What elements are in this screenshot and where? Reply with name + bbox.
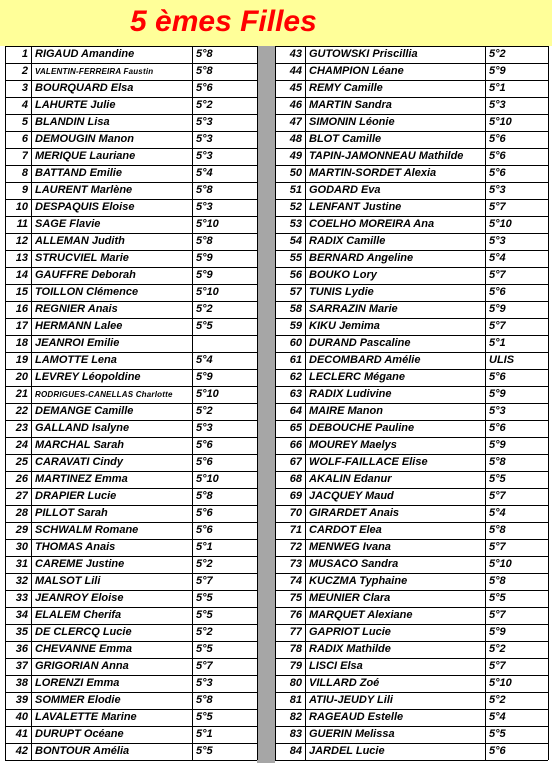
- column-gridline: [5, 46, 6, 760]
- student-name-cell[interactable]: GALLAND Isalyne: [35, 422, 130, 434]
- row-number-cell[interactable]: 69: [289, 490, 302, 502]
- student-name-cell[interactable]: MERIQUE Lauriane: [35, 150, 136, 162]
- class-cell[interactable]: 5°2: [489, 694, 506, 706]
- student-name-cell[interactable]: MARCHAL Sarah: [35, 439, 125, 451]
- column-gridline: [31, 46, 32, 760]
- class-cell[interactable]: 5°4: [489, 252, 506, 264]
- student-name-cell[interactable]: MALSOT Lili: [35, 575, 101, 587]
- row-number-cell[interactable]: 33: [15, 592, 28, 604]
- row-number-cell[interactable]: 42: [15, 745, 28, 757]
- row-number-cell[interactable]: 61: [289, 354, 302, 366]
- student-name-cell[interactable]: JARDEL Lucie: [309, 745, 385, 757]
- row-number-cell[interactable]: 10: [15, 201, 28, 213]
- student-name-cell[interactable]: ATIU-JEUDY Lili: [309, 694, 393, 706]
- class-cell[interactable]: 5°7: [489, 320, 506, 332]
- student-name-cell[interactable]: RODRIGUES-CANELLAS Charlotte: [35, 390, 173, 399]
- student-name-cell[interactable]: DESPAQUIS Eloise: [35, 201, 135, 213]
- student-name-cell[interactable]: TUNIS Lydie: [309, 286, 374, 298]
- row-number-cell[interactable]: 13: [15, 252, 28, 264]
- student-name-cell[interactable]: VILLARD Zoé: [309, 677, 380, 689]
- row-number-cell[interactable]: 41: [15, 728, 28, 740]
- student-name-cell[interactable]: WOLF-FAILLACE Elise: [309, 456, 428, 468]
- student-name-cell[interactable]: BERNARD Angeline: [309, 252, 414, 264]
- row-number-cell[interactable]: 59: [289, 320, 302, 332]
- row-number-cell[interactable]: 54: [289, 235, 302, 247]
- student-name-cell[interactable]: JACQUEY Maud: [309, 490, 394, 502]
- row-number-cell[interactable]: 21: [15, 388, 28, 400]
- class-cell[interactable]: 5°10: [489, 677, 512, 689]
- class-cell[interactable]: 5°5: [196, 711, 213, 723]
- class-cell[interactable]: 5°6: [489, 745, 506, 757]
- class-cell[interactable]: 5°4: [196, 354, 213, 366]
- student-name-cell[interactable]: GIRARDET Anais: [309, 507, 400, 519]
- row-number-cell[interactable]: 35: [15, 626, 28, 638]
- student-name-cell[interactable]: RADIX Camille: [309, 235, 386, 247]
- class-cell[interactable]: ULIS: [489, 354, 515, 366]
- class-cell[interactable]: 5°6: [489, 422, 506, 434]
- row-number-cell[interactable]: 57: [289, 286, 302, 298]
- class-cell[interactable]: 5°4: [489, 711, 506, 723]
- row-number-cell[interactable]: 79: [289, 660, 302, 672]
- row-number-cell[interactable]: 15: [15, 286, 28, 298]
- row-number-cell[interactable]: 39: [15, 694, 28, 706]
- row-number-cell[interactable]: 9: [21, 184, 28, 196]
- class-cell[interactable]: 5°1: [196, 541, 213, 553]
- class-cell[interactable]: 5°10: [489, 116, 512, 128]
- class-cell[interactable]: 5°7: [196, 660, 213, 672]
- row-number-cell[interactable]: 56: [289, 269, 302, 281]
- student-name-cell[interactable]: GAUFFRE Deborah: [35, 269, 136, 281]
- class-cell[interactable]: 5°1: [196, 728, 213, 740]
- class-cell[interactable]: 5°3: [196, 133, 213, 145]
- student-name-cell[interactable]: MARTIN Sandra: [309, 99, 392, 111]
- row-number-cell[interactable]: 45: [289, 82, 302, 94]
- class-cell[interactable]: 5°8: [196, 235, 213, 247]
- column-gridline: [485, 46, 486, 760]
- student-name-cell[interactable]: RADIX Mathilde: [309, 643, 391, 655]
- class-cell[interactable]: 5°5: [489, 592, 506, 604]
- class-cell[interactable]: 5°8: [196, 184, 213, 196]
- row-number-cell[interactable]: 43: [289, 48, 302, 60]
- row-number-cell[interactable]: 65: [289, 422, 302, 434]
- student-name-cell[interactable]: ELALEM Cherifa: [35, 609, 122, 621]
- row-number-cell[interactable]: 23: [15, 422, 28, 434]
- row-number-cell[interactable]: 68: [289, 473, 302, 485]
- class-cell[interactable]: 5°9: [196, 269, 213, 281]
- class-cell[interactable]: 5°8: [489, 575, 506, 587]
- row-number-cell[interactable]: 19: [15, 354, 28, 366]
- class-cell[interactable]: 5°2: [489, 48, 506, 60]
- class-cell[interactable]: 5°9: [196, 252, 213, 264]
- student-name-cell[interactable]: CHAMPION Léane: [309, 65, 404, 77]
- student-name-cell[interactable]: RIGAUD Amandine: [35, 48, 135, 60]
- class-cell[interactable]: 5°9: [489, 439, 506, 451]
- row-number-cell[interactable]: 72: [289, 541, 302, 553]
- class-cell[interactable]: 5°2: [196, 405, 213, 417]
- class-cell[interactable]: 5°5: [196, 609, 213, 621]
- class-cell[interactable]: 5°2: [196, 626, 213, 638]
- row-number-cell[interactable]: 74: [289, 575, 302, 587]
- class-cell[interactable]: 5°8: [196, 490, 213, 502]
- student-name-cell[interactable]: BLOT Camille: [309, 133, 382, 145]
- student-name-cell[interactable]: REMY Camille: [309, 82, 383, 94]
- student-name-cell[interactable]: KUCZMA Typhaine: [309, 575, 408, 587]
- student-name-cell[interactable]: MAIRE Manon: [309, 405, 383, 417]
- class-cell[interactable]: 5°8: [196, 48, 213, 60]
- class-cell[interactable]: 5°6: [196, 82, 213, 94]
- row-number-cell[interactable]: 73: [289, 558, 302, 570]
- row-number-cell[interactable]: 30: [15, 541, 28, 553]
- row-number-cell[interactable]: 40: [15, 711, 28, 723]
- class-cell[interactable]: 5°9: [489, 388, 506, 400]
- student-name-cell[interactable]: ALLEMAN Judith: [35, 235, 125, 247]
- row-number-cell[interactable]: 2: [21, 65, 28, 77]
- student-name-cell[interactable]: RAGEAUD Estelle: [309, 711, 404, 723]
- student-name-cell[interactable]: DRAPIER Lucie: [35, 490, 117, 502]
- class-cell[interactable]: 5°1: [489, 337, 506, 349]
- row-number-cell[interactable]: 76: [289, 609, 302, 621]
- class-cell[interactable]: 5°5: [489, 728, 506, 740]
- student-name-cell[interactable]: SAGE Flavie: [35, 218, 101, 230]
- student-name-cell[interactable]: TAPIN-JAMONNEAU Mathilde: [309, 150, 464, 162]
- row-number-cell[interactable]: 31: [15, 558, 28, 570]
- row-number-cell[interactable]: 47: [289, 116, 302, 128]
- class-cell[interactable]: 5°4: [489, 507, 506, 519]
- row-number-cell[interactable]: 12: [15, 235, 28, 247]
- class-cell[interactable]: 5°7: [489, 490, 506, 502]
- student-name-cell[interactable]: VALENTIN-FERREIRA Faustin: [35, 67, 154, 76]
- class-cell[interactable]: 5°6: [489, 133, 506, 145]
- student-name-cell[interactable]: DURAND Pascaline: [309, 337, 411, 349]
- student-name-cell[interactable]: BOUKO Lory: [309, 269, 377, 281]
- column-gridline: [548, 46, 549, 760]
- class-cell[interactable]: 5°7: [489, 660, 506, 672]
- row-number-cell[interactable]: 53: [289, 218, 302, 230]
- student-name-cell[interactable]: JEANROI Emilie: [35, 337, 120, 349]
- student-name-cell[interactable]: LAHURTE Julie: [35, 99, 116, 111]
- row-number-cell[interactable]: 75: [289, 592, 302, 604]
- row-number-cell[interactable]: 34: [15, 609, 28, 621]
- class-cell[interactable]: 5°7: [489, 609, 506, 621]
- row-number-cell[interactable]: 7: [21, 150, 28, 162]
- row-number-cell[interactable]: 11: [16, 218, 28, 230]
- student-table: [0, 46, 552, 763]
- student-name-cell[interactable]: DECOMBARD Amélie: [309, 354, 421, 366]
- row-number-cell[interactable]: 48: [289, 133, 302, 145]
- student-name-cell[interactable]: GUTOWSKI Priscillia: [309, 48, 418, 60]
- row-number-cell[interactable]: 81: [289, 694, 302, 706]
- student-name-cell[interactable]: SIMONIN Léonie: [309, 116, 395, 128]
- row-number-cell[interactable]: 49: [289, 150, 302, 162]
- student-name-cell[interactable]: GODARD Eva: [309, 184, 381, 196]
- student-name-cell[interactable]: CARAVATI Cindy: [35, 456, 123, 468]
- student-name-cell[interactable]: JEANROY Eloise: [35, 592, 124, 604]
- class-cell[interactable]: 5°8: [196, 65, 213, 77]
- row-number-cell[interactable]: 25: [15, 456, 28, 468]
- row-number-cell[interactable]: 62: [289, 371, 302, 383]
- row-gridline: [5, 760, 257, 761]
- class-cell[interactable]: 5°7: [196, 575, 213, 587]
- row-number-cell[interactable]: 80: [289, 677, 302, 689]
- row-number-cell[interactable]: 66: [289, 439, 302, 451]
- class-cell[interactable]: 5°5: [196, 320, 213, 332]
- class-cell[interactable]: 5°3: [196, 150, 213, 162]
- class-cell[interactable]: 5°6: [196, 524, 213, 536]
- student-name-cell[interactable]: KIKU Jemima: [309, 320, 380, 332]
- row-number-cell[interactable]: 50: [289, 167, 302, 179]
- row-number-cell[interactable]: 3: [21, 82, 28, 94]
- class-cell[interactable]: 5°6: [196, 456, 213, 468]
- title-banner: [0, 0, 552, 47]
- row-number-cell[interactable]: 20: [15, 371, 28, 383]
- student-name-cell[interactable]: BLANDIN Lisa: [35, 116, 110, 128]
- class-cell[interactable]: 5°2: [196, 558, 213, 570]
- row-number-cell[interactable]: 4: [21, 99, 28, 111]
- row-number-cell[interactable]: 55: [289, 252, 302, 264]
- class-cell[interactable]: 5°6: [196, 507, 213, 519]
- student-name-cell[interactable]: BATTAND Emilie: [35, 167, 122, 179]
- class-cell[interactable]: 5°2: [489, 643, 506, 655]
- row-number-cell[interactable]: 6: [21, 133, 28, 145]
- student-name-cell[interactable]: GRIGORIAN Anna: [35, 660, 129, 672]
- student-name-cell[interactable]: PILLOT Sarah: [35, 507, 108, 519]
- row-gridline: [275, 760, 548, 761]
- class-cell[interactable]: 5°6: [489, 167, 506, 179]
- row-number-cell[interactable]: 16: [15, 303, 28, 315]
- class-cell[interactable]: 5°3: [196, 116, 213, 128]
- row-number-cell[interactable]: 46: [289, 99, 302, 111]
- class-cell[interactable]: 5°5: [196, 643, 213, 655]
- student-name-cell[interactable]: MARTINEZ Emma: [35, 473, 128, 485]
- student-name-cell[interactable]: MENWEG Ivana: [309, 541, 391, 553]
- class-cell[interactable]: 5°10: [196, 473, 219, 485]
- class-cell[interactable]: 5°10: [196, 388, 219, 400]
- student-name-cell[interactable]: CHEVANNE Emma: [35, 643, 132, 655]
- class-cell[interactable]: 5°9: [489, 626, 506, 638]
- student-name-cell[interactable]: SCHWALM Romane: [35, 524, 139, 536]
- class-cell[interactable]: 5°10: [489, 558, 512, 570]
- row-number-cell[interactable]: 64: [289, 405, 302, 417]
- student-name-cell[interactable]: GUERIN Melissa: [309, 728, 395, 740]
- student-name-cell[interactable]: HERMANN Lalee: [35, 320, 123, 332]
- row-number-cell[interactable]: 14: [15, 269, 28, 281]
- student-name-cell[interactable]: LAMOTTE Lena: [35, 354, 117, 366]
- student-name-cell[interactable]: BOURQUARD Elsa: [35, 82, 134, 94]
- row-number-cell[interactable]: 32: [15, 575, 28, 587]
- student-name-cell[interactable]: AKALIN Edanur: [309, 473, 392, 485]
- student-name-cell[interactable]: MEUNIER Clara: [309, 592, 391, 604]
- column-gridline: [305, 46, 306, 760]
- student-name-cell[interactable]: LAVALETTE Marine: [35, 711, 137, 723]
- row-number-cell[interactable]: 8: [21, 167, 28, 179]
- row-number-cell[interactable]: 60: [289, 337, 302, 349]
- student-name-cell[interactable]: DURUPT Océane: [35, 728, 124, 740]
- class-cell[interactable]: 5°6: [196, 439, 213, 451]
- column-gridline: [192, 46, 193, 760]
- class-cell[interactable]: 5°2: [196, 99, 213, 111]
- class-cell[interactable]: 5°9: [196, 371, 213, 383]
- student-name-cell[interactable]: LORENZI Emma: [35, 677, 120, 689]
- class-cell[interactable]: 5°8: [489, 524, 506, 536]
- row-number-cell[interactable]: 29: [15, 524, 28, 536]
- student-name-cell[interactable]: LAURENT Marlène: [35, 184, 133, 196]
- class-cell[interactable]: 5°3: [489, 99, 506, 111]
- row-number-cell[interactable]: 84: [289, 745, 302, 757]
- student-name-cell[interactable]: LEVREY Léopoldine: [35, 371, 141, 383]
- student-name-cell[interactable]: SOMMER Elodie: [35, 694, 121, 706]
- row-number-cell[interactable]: 22: [15, 405, 28, 417]
- student-name-cell[interactable]: DEBOUCHE Pauline: [309, 422, 415, 434]
- class-cell[interactable]: 5°10: [489, 218, 512, 230]
- class-cell[interactable]: 5°3: [489, 184, 506, 196]
- row-number-cell[interactable]: 28: [15, 507, 28, 519]
- student-name-cell[interactable]: BONTOUR Amélia: [35, 745, 130, 757]
- row-number-cell[interactable]: 78: [289, 643, 302, 655]
- student-name-cell[interactable]: STRUCVIEL Marie: [35, 252, 129, 264]
- student-name-cell[interactable]: CARDOT Elea: [309, 524, 382, 536]
- row-number-cell[interactable]: 17: [15, 320, 28, 332]
- student-name-cell[interactable]: MOUREY Maelys: [309, 439, 397, 451]
- class-cell[interactable]: 5°7: [489, 201, 506, 213]
- class-cell[interactable]: 5°7: [489, 541, 506, 553]
- class-cell[interactable]: 5°6: [489, 371, 506, 383]
- class-cell[interactable]: 5°3: [196, 677, 213, 689]
- row-number-cell[interactable]: 36: [15, 643, 28, 655]
- student-name-cell[interactable]: CAREME Justine: [35, 558, 125, 570]
- student-name-cell[interactable]: DE CLERCQ Lucie: [35, 626, 132, 638]
- column-gridline: [257, 46, 258, 760]
- class-cell[interactable]: 5°2: [196, 303, 213, 315]
- column-gridline: [275, 46, 276, 760]
- class-cell[interactable]: 5°3: [489, 405, 506, 417]
- row-number-cell[interactable]: 58: [289, 303, 302, 315]
- row-number-cell[interactable]: 70: [289, 507, 302, 519]
- student-name-cell[interactable]: RADIX Ludivine: [309, 388, 392, 400]
- student-name-cell[interactable]: LECLERC Mégane: [309, 371, 405, 383]
- row-number-cell[interactable]: 71: [289, 524, 302, 536]
- student-name-cell[interactable]: LISCI Elsa: [309, 660, 363, 672]
- row-number-cell[interactable]: 51: [289, 184, 302, 196]
- class-cell[interactable]: 5°9: [489, 303, 506, 315]
- row-number-cell[interactable]: 67: [289, 456, 302, 468]
- class-cell[interactable]: 5°10: [196, 218, 219, 230]
- class-cell[interactable]: 5°4: [196, 167, 213, 179]
- row-number-cell[interactable]: 83: [289, 728, 302, 740]
- student-name-cell[interactable]: LENFANT Justine: [309, 201, 402, 213]
- class-cell[interactable]: [196, 335, 255, 352]
- class-cell[interactable]: 5°6: [489, 286, 506, 298]
- student-name-cell[interactable]: MARTIN-SORDET Alexia: [309, 167, 437, 179]
- student-name-cell[interactable]: DEMANGE Camille: [35, 405, 134, 417]
- row-number-cell[interactable]: 1: [21, 48, 28, 60]
- student-name-cell[interactable]: SARRAZIN Marie: [309, 303, 398, 315]
- student-name-cell[interactable]: GAPRIOT Lucie: [309, 626, 391, 638]
- row-number-cell[interactable]: 38: [15, 677, 28, 689]
- class-cell[interactable]: 5°10: [196, 286, 219, 298]
- row-number-cell[interactable]: 63: [289, 388, 302, 400]
- class-cell[interactable]: 5°3: [196, 422, 213, 434]
- row-number-cell[interactable]: 52: [289, 201, 302, 213]
- student-name-cell[interactable]: REGNIER Anais: [35, 303, 118, 315]
- class-cell[interactable]: 5°5: [489, 473, 506, 485]
- page-title: 5 èmes Filles: [130, 5, 317, 38]
- row-number-cell[interactable]: 82: [289, 711, 302, 723]
- student-name-cell[interactable]: MUSACO Sandra: [309, 558, 399, 570]
- class-cell[interactable]: 5°5: [196, 592, 213, 604]
- class-cell[interactable]: 5°9: [489, 65, 506, 77]
- class-cell[interactable]: 5°7: [489, 269, 506, 281]
- class-cell[interactable]: 5°3: [196, 201, 213, 213]
- student-name-cell[interactable]: COELHO MOREIRA Ana: [309, 218, 435, 230]
- student-name-cell[interactable]: DEMOUGIN Manon: [35, 133, 134, 145]
- row-number-cell[interactable]: 5: [21, 116, 28, 128]
- class-cell[interactable]: 5°8: [489, 456, 506, 468]
- row-number-cell[interactable]: 77: [289, 626, 302, 638]
- row-number-cell[interactable]: 27: [15, 490, 28, 502]
- student-name-cell[interactable]: MARQUET Alexiane: [309, 609, 413, 621]
- row-number-cell[interactable]: 37: [15, 660, 28, 672]
- class-cell[interactable]: 5°3: [489, 235, 506, 247]
- student-name-cell[interactable]: THOMAS Anais: [35, 541, 116, 553]
- class-cell[interactable]: 5°8: [196, 694, 213, 706]
- class-cell[interactable]: 5°6: [489, 150, 506, 162]
- class-cell[interactable]: 5°5: [196, 745, 213, 757]
- row-number-cell[interactable]: 26: [15, 473, 28, 485]
- class-cell[interactable]: 5°1: [489, 82, 506, 94]
- row-number-cell[interactable]: 18: [15, 337, 28, 349]
- row-number-cell[interactable]: 24: [15, 439, 28, 451]
- row-number-cell[interactable]: 44: [289, 65, 302, 77]
- student-name-cell[interactable]: TOILLON Clémence: [35, 286, 139, 298]
